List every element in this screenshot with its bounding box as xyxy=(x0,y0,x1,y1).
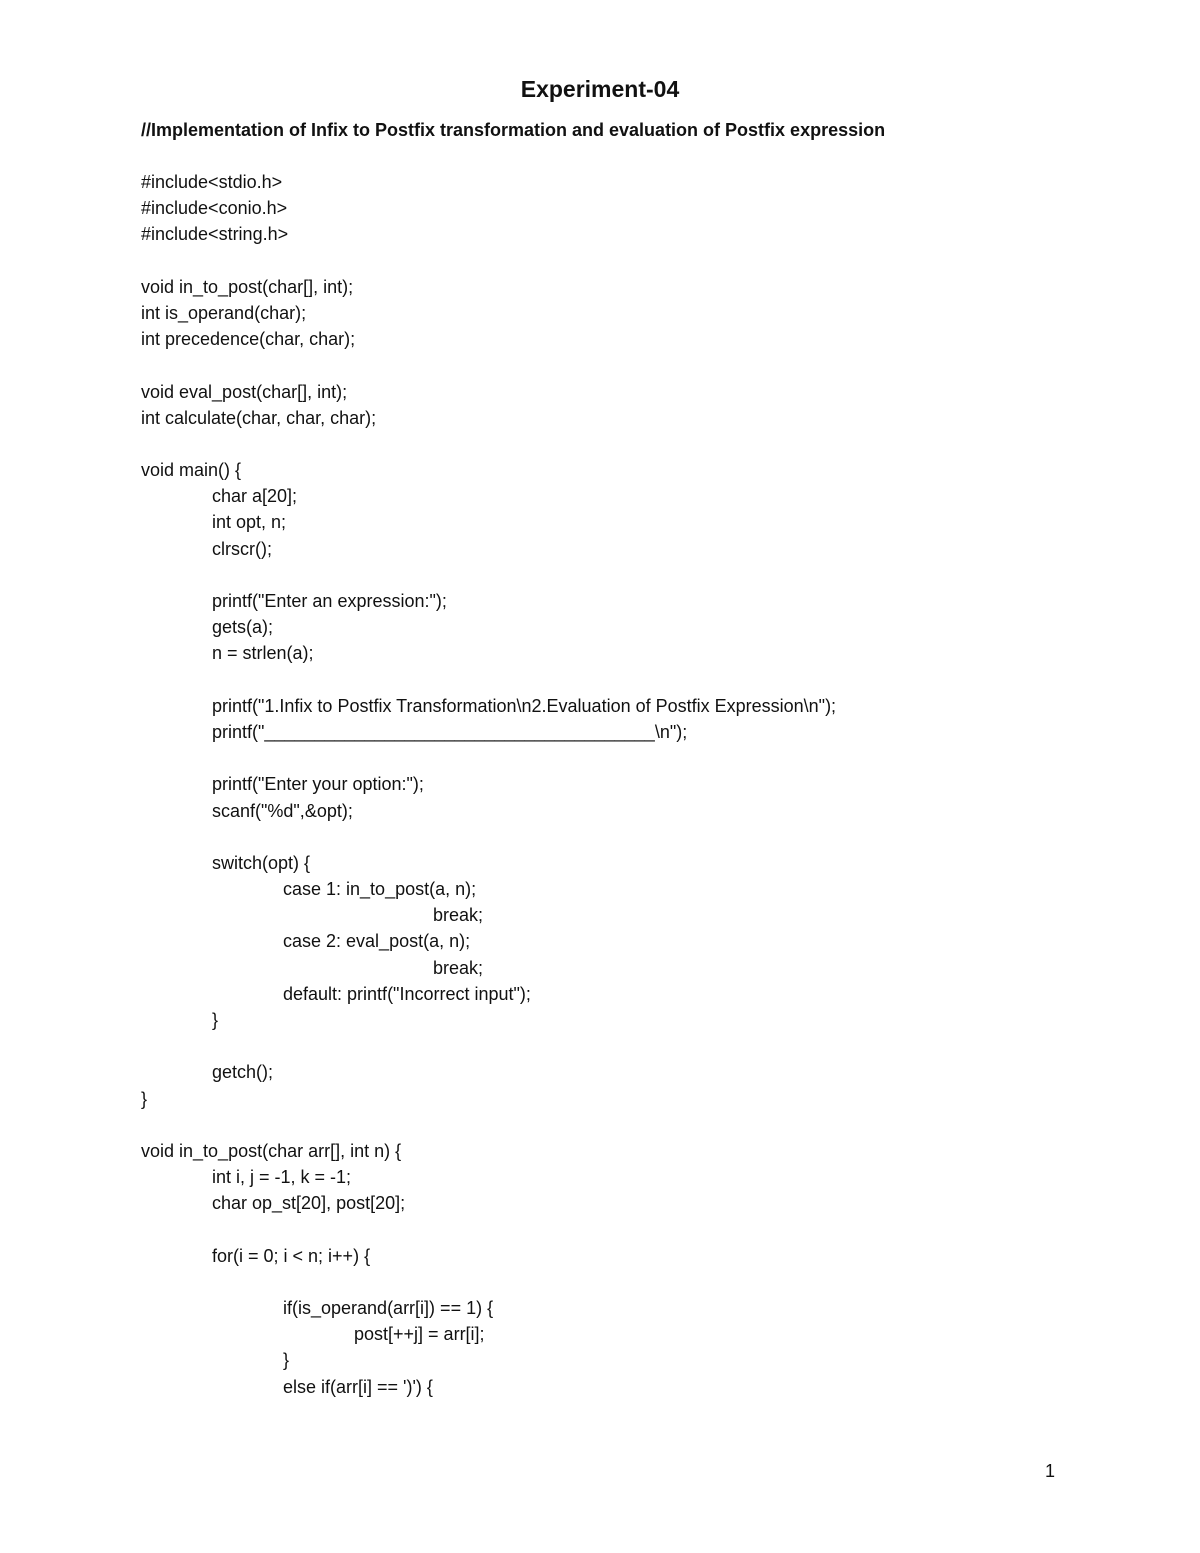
code-line: #include<conio.h> xyxy=(141,198,288,219)
code-line: char op_st[20], post[20]; xyxy=(212,1193,406,1214)
code-line xyxy=(141,352,1141,378)
code-line: if(is_operand(arr[i]) == 1) { xyxy=(283,1298,494,1319)
code-line xyxy=(141,824,1141,850)
code-line: for(i = 0; i < n; i++) { xyxy=(212,1245,371,1266)
code-line: gets(a); xyxy=(212,617,274,638)
code-line: case 2: eval_post(a, n); xyxy=(283,931,471,952)
code-line xyxy=(141,1112,1141,1138)
code-line: switch(opt) { xyxy=(212,852,311,873)
code-line: void in_to_post(char arr[], int n) { xyxy=(141,1140,402,1161)
code-line xyxy=(141,1033,1141,1059)
code-line: } xyxy=(212,1010,219,1030)
code-line: int i, j = -1, k = -1; xyxy=(212,1167,352,1188)
code-line: break; xyxy=(433,957,484,978)
code-line: int calculate(char, char, char); xyxy=(141,407,377,428)
code-line xyxy=(141,1217,1141,1243)
code-line: post[++j] = arr[i]; xyxy=(354,1324,485,1345)
code-line xyxy=(141,1269,1141,1295)
code-line: int precedence(char, char); xyxy=(141,329,356,350)
page-number: 1 xyxy=(1045,1461,1056,1481)
code-line: break; xyxy=(433,905,484,926)
code-line: void main() { xyxy=(141,460,242,481)
code-line xyxy=(141,667,1141,693)
code-line: printf("Enter an expression:"); xyxy=(212,591,447,611)
code-line: case 1: in_to_post(a, n); xyxy=(283,879,477,900)
code-line: #include<string.h> xyxy=(141,224,289,245)
code-line: } xyxy=(141,1088,148,1109)
code-line: printf("_______________________________________\n"); xyxy=(212,721,688,742)
code-line: else if(arr[i] == ')') { xyxy=(283,1376,433,1397)
code-line: clrscr(); xyxy=(212,538,272,559)
document-title: Experiment-04 xyxy=(520,76,680,102)
code-line: int opt, n; xyxy=(212,512,287,533)
code-line: int is_operand(char); xyxy=(141,302,307,323)
code-line: printf("1.Infix to Postfix Transformation\n2.Evaluation of Postfix Expression\n"); xyxy=(212,695,837,716)
code-line: n = strlen(a); xyxy=(212,643,314,664)
code-line xyxy=(141,431,1141,457)
code-line xyxy=(141,562,1141,588)
code-line: default: printf("Incorrect input"); xyxy=(283,983,531,1004)
code-line: char a[20]; xyxy=(212,486,298,507)
code-line: void eval_post(char[], int); xyxy=(141,381,348,402)
code-line xyxy=(141,745,1141,771)
document-subtitle: //Implementation of Infix to Postfix transformation and evaluation of Postfix expression xyxy=(141,120,886,140)
code-line: } xyxy=(283,1350,290,1371)
code-line: printf("Enter your option:"); xyxy=(212,774,424,795)
code-block xyxy=(141,169,1141,1400)
code-line xyxy=(141,248,1141,274)
code-line: void in_to_post(char[], int); xyxy=(141,276,354,297)
code-line: scanf("%d",&opt); xyxy=(212,800,353,821)
code-line: #include<stdio.h> xyxy=(141,172,283,192)
code-line: getch(); xyxy=(212,1062,274,1083)
